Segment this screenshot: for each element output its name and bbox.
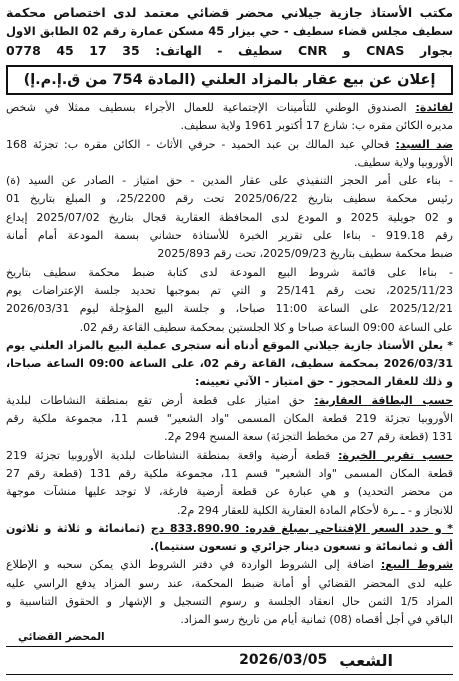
sale-terms-line <box>6 593 453 611</box>
opening-price-line <box>6 520 453 538</box>
sale-terms-line <box>6 556 453 574</box>
sale-conditions-filing-line <box>6 300 453 318</box>
notice-title: إعلان عن بيع عقار بالمزاد العلني (المادة 754 من ق.إ.م.إ) <box>23 72 436 88</box>
newspaper-footer <box>6 646 453 675</box>
expert-report-label: حسب تقرير الخبرة: <box>338 448 453 462</box>
announcement-text: و ذلك للعقار المحجوز - حق امتياز - الآتي تعيينه: <box>195 375 453 389</box>
seizure-text: و 02 جويلية 2025 و المودع لدى المحافظة العقارية قجال بتاريخ 2025/07/02 إيداع <box>6 210 453 224</box>
notice-body <box>6 99 453 644</box>
seizure-line <box>6 245 453 263</box>
announcement-text: * يعلن الأستاذ جازية جيلاني الموقع أدناه أنه ستجرى عملية البيع بالمزاد العلني يوم <box>6 338 453 352</box>
opening-price-line <box>6 538 453 556</box>
expert-report-line <box>6 483 453 501</box>
sale-conditions-filing-text: 2025/12/21 على الساعة 11:00 صباحا، و جلسة البيع المؤجلة ليوم 2026/03/31 <box>6 302 453 316</box>
sale-conditions-filing-text: 2025/11/23، تحت رقم 25/141 و التي تم بموجبها تحديد جلسة الإعتراضات يوم <box>6 283 453 297</box>
header-line: مكتب الأستاذ جازية جيلاني محضر قضائي معتمد لدى اختصاص محكمة <box>6 5 453 20</box>
sale-conditions-filing-text: - بناءا على قائمة شروط البيع المودعة لدى كتابة ضبط محكمة سطيف بتاريخ <box>6 265 453 279</box>
sale-terms-text: اضافة إلى الشروط الواردة في دفتر الشروط الذي يمكن سحبه و الإطلاع <box>6 558 374 572</box>
seizure-text: رئيس محكمة سطيف بتاريخ 2025/06/22 تحت رقم 25/2200، و المبلغ بتاريخ 01 <box>6 192 453 206</box>
property-card-line <box>6 428 453 446</box>
sale-terms-text: عليه لدى المحضر القضائي أو أمانة ضبط المحكمة، عند رسو المزاد يدفع الراسي عليه <box>6 576 453 590</box>
header-line: سطيف مجلس قضاء سطيف - حي بيزار 45 مسكن عمارة رقم 02 الطابق الاول <box>6 24 453 38</box>
property-card-text: الأوروبيا تجزئة 219 قطعة المكان المسمى "واد الشعير" قسم 11، مجموعة ملكية رقم <box>6 412 453 426</box>
defendant-text: قحالي عبد المالك بن عبد الحميد - حرفي الأثاث - الكائن مقره ب: تجزئة 168 <box>6 137 390 151</box>
opening-price-text: (ثمانمائة و ثلاثة و ثلاثون <box>6 521 146 535</box>
sale-conditions-filing-paragraph <box>6 264 453 337</box>
defendant-line <box>6 154 453 172</box>
sale-terms-text: الباقي في أجل أقصاه (08) ثمانية أيام من تاريخ رسو المزاد. <box>180 613 453 627</box>
newspaper-name: الشعب <box>339 650 393 670</box>
sale-terms-line <box>6 575 453 593</box>
property-card-label: حسب البطاقة العقارية: <box>314 393 453 407</box>
sale-conditions-filing-line <box>6 319 453 337</box>
opening-price-paragraph <box>6 520 453 557</box>
announcement-line <box>6 337 453 355</box>
expert-report-text: قطعة أرضية واقعة بمنطقة النشاطات لبلدية الأوروبيا تجزئة 219 <box>6 448 331 462</box>
notice-title-box <box>6 65 453 95</box>
property-card-text: 131 (قطعة رقم 27 من مخطط التجزئة) سعة المسح 294 م2. <box>164 430 453 444</box>
beneficiary-text: مديره الكائن مقره ب: شارع 17 أكتوبر 1961 ولاية سطيف. <box>180 119 453 133</box>
announcement-text: 2026/03/31 بمحكمة سطيف، القاعة رقم 02، على الساعة 09:00 الساعة صباحا، <box>6 357 453 371</box>
expert-report-line <box>6 447 453 465</box>
expert-report-text: من محضر التحديد) و هي عبارة عن قطعة أرضية فارغة، لا توجد عليها منشآت موجهة <box>6 485 453 499</box>
sale-terms-paragraph <box>6 556 453 629</box>
defendant-text: الأوروبيا ولاية سطيف. <box>354 155 453 169</box>
expert-report-paragraph <box>6 447 453 520</box>
seizure-line <box>6 172 453 190</box>
opening-price-text: ألف و ثمانمائة و تسعون دينار جزائري و تسعون سنتيما). <box>149 540 453 554</box>
publication-date: 2026/03/05 <box>239 652 328 669</box>
beneficiary-label: لفائدة: <box>415 101 453 114</box>
beneficiary-paragraph <box>6 99 453 136</box>
property-card-line <box>6 410 453 428</box>
seizure-paragraph <box>6 172 453 263</box>
bailiff-signature: المحضر القضائي <box>18 630 105 643</box>
sale-terms-line <box>6 611 453 629</box>
seizure-line <box>6 190 453 208</box>
expert-report-text: للانجاز و - ـ ـرة لأحكام المادة العقارية الكلية للعقار 294 م2. <box>177 503 453 517</box>
property-card-line <box>6 392 453 410</box>
seizure-text: رقم 919.18 - بناءا على تقرير الخبرة للأستاذة حشاني بسمة المودعة أمام أمانة <box>6 229 453 243</box>
expert-report-line <box>6 465 453 483</box>
sale-conditions-filing-line <box>6 282 453 300</box>
defendant-label: ضد السيد: <box>395 137 453 151</box>
seizure-text: - بناء على أمر الحجز التنفيذي على عقار المدين - حق امتياز - الصادر عن السيد (ة) <box>6 174 453 188</box>
bailiff-office-header <box>6 3 453 60</box>
announcement-line <box>6 373 453 391</box>
sale-conditions-filing-line <box>6 264 453 282</box>
sale-terms-text: المزاد 1/5 الثمن حال انعقاد الجلسة و رسوم التسجيل و الإشهار و الحقوق التناسبية و <box>6 595 453 609</box>
seizure-line <box>6 227 453 245</box>
beneficiary-text: الصندوق الوطني للتأمينات الإجتماعية للعمال الأجراء بسطيف ممثلا في شخص <box>6 101 407 114</box>
seizure-line <box>6 209 453 227</box>
sale-conditions-filing-text: على الساعة 09:00 الساعة صباحا و كلا الجلستين بمحكمة سطيف القاعة رقم 02. <box>79 320 453 334</box>
defendant-line <box>6 136 453 154</box>
property-card-paragraph <box>6 392 453 447</box>
beneficiary-line <box>6 99 453 117</box>
expert-report-text: قطعة المكان المسمى "واد الشعير" قسم 11، مجموعة ملكية رقم 131 (قطعة رقم 27 <box>6 466 453 480</box>
expert-report-line <box>6 502 453 520</box>
header-line: بجوار CNAS و CNR سطيف - الهاتف: 35 17 45 0778 <box>6 43 453 58</box>
defendant-paragraph <box>6 136 453 173</box>
seizure-text: ضبط محكمة سطيف بتاريخ 2025/09/23، تحت رقم 2025/893 <box>157 247 453 261</box>
opening-price-label: * و حدد السعر الإفتتاحي بمبلغ قدره: 833.890.90 دج <box>150 521 453 535</box>
sale-terms-label: شروط البيع: <box>380 558 453 572</box>
property-card-text: حق امتياز على قطعة أرض تقع بمنطقة النشاطات لبلدية <box>6 393 305 407</box>
announcement-line <box>6 355 453 373</box>
announcement-paragraph <box>6 337 453 392</box>
beneficiary-line <box>6 117 453 135</box>
